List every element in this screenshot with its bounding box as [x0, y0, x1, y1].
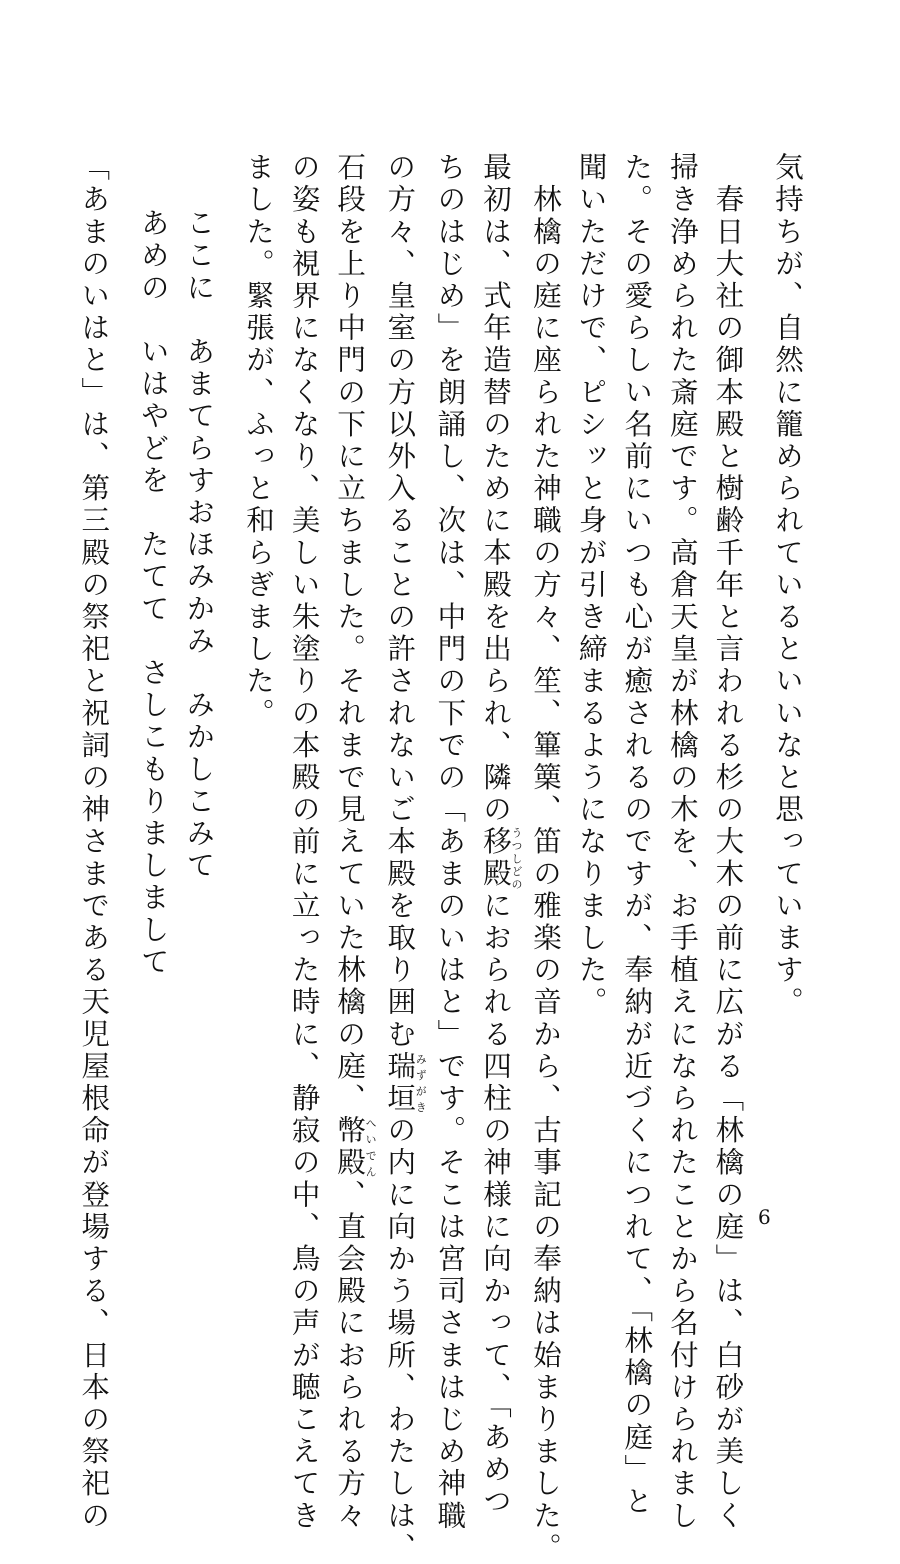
text-line: ちのはじめ」を朗誦し、次は、中門の下での「あまのいはと」です。そこは宮司さまはじめ神職 [433, 152, 467, 1533]
poem-line: ここに あまてらすおほみかみ みかしこみて [182, 208, 216, 883]
text-line: 掃き浄められた斎庭です。高倉天皇が林檎の木を、お手植えになられたことから名付けられまし [665, 152, 699, 1533]
page-number: 6 [758, 1205, 771, 1229]
text-line: た。その愛らしい名前にいつも心が癒されるのですが、奉納が近づくにつれて、「林檎の庭」と [620, 152, 654, 1519]
ruby-reading: へいでん [364, 1115, 378, 1180]
text-line: 気持ちが、自然に籠められているといいなと思っています。 [771, 152, 804, 1019]
text-line: 最初は、式年造替のために本殿を出られ、隣の移殿うつしどのにおられる四柱の神様に向かって、「あめつ [478, 152, 523, 1519]
ruby-annotation: 幣殿へいでん [333, 1115, 378, 1180]
vertical-text-block [71, 152, 810, 1564]
text-line: 林檎の庭に座られた神職の方々、笙、篳篥、笛の雅楽の音から、古事記の奉納は始まりました。 [529, 152, 563, 1564]
text-line: 「あまのいはと」は、第三殿の祭祀と祝詞の神さまである天児屋根命が登場する、日本の祭祀の [77, 152, 111, 1533]
ruby-annotation: 移殿うつしどの [478, 826, 523, 891]
ruby-annotation: 瑞垣みずがき [383, 1050, 428, 1116]
text-line: 聞いただけで、ピシッと身が引き締まるようになりました。 [574, 152, 608, 1019]
text-line: の姿も視界になくなり、美しい朱塗りの本殿の前に立った時に、静寂の中、鳥の声が聴こえてき [287, 152, 321, 1533]
ruby-reading: みずがき [414, 1050, 428, 1115]
text-line: の方々、皇室の方以外入ることの許されないご本殿を取り囲む瑞垣みずがきの内に向かう場所、わたしは、 [383, 152, 428, 1564]
text-line: 石段を上り中門の下に立ちました。それまで見えていた林檎の庭、幣殿へいでん、直会殿におられる方々 [333, 152, 378, 1533]
ruby-reading: うつしどの [509, 826, 523, 891]
text-line: ました。緊張が、ふっと和らぎました。 [241, 152, 275, 730]
text-line: 春日大社の御本殿と樹齢千年と言われる杉の大木の前に広がる「林檎の庭」は、白砂が美しく [711, 152, 745, 1533]
poem-line: あめの いはやどを たてて さしこもりましまして [136, 208, 170, 979]
